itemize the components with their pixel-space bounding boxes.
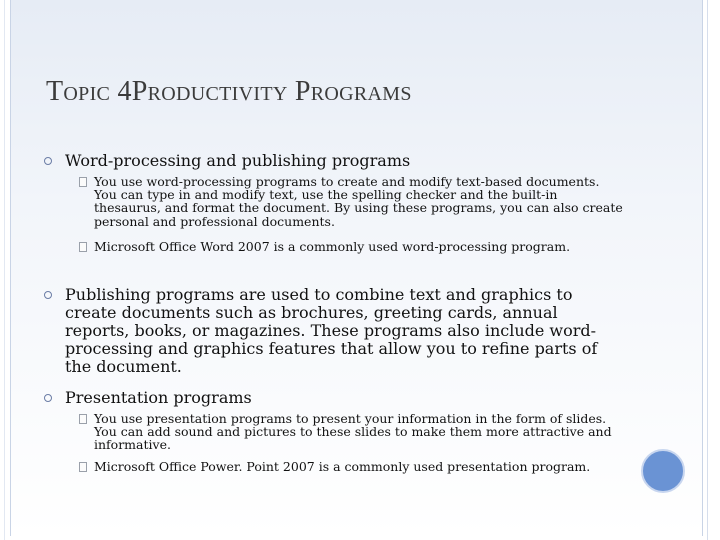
frame-line-right — [707, 0, 708, 540]
bullet-ring-icon — [44, 157, 52, 165]
sub-bullet-box-icon — [79, 462, 87, 472]
bullet-3-text: Presentation programs — [65, 388, 252, 407]
decorative-circle — [641, 449, 685, 493]
sub-bullet-box-icon — [79, 177, 87, 187]
bullet-ring-icon — [44, 394, 52, 402]
slide-title: Topic 4Productivity Programs — [46, 76, 412, 107]
sub-bullet-box-icon — [79, 242, 87, 252]
bullet-3-sub-1-text: You use presentation programs to present your information in the form of slides. You can add sound and pictures to these slides to make them more attractive and informative. — [94, 411, 612, 453]
bullet-1-sub-2-text: Microsoft Office Word 2007 is a commonly used word-processing program. — [94, 239, 571, 254]
bullet-1-text: Word-processing and publishing programs — [65, 151, 411, 170]
bullet-2-text: Publishing programs are used to combine text and graphics to create documents such as brochures, greeting cards, annual reports, books, or magazines. These programs also include word-processing and graphics features that allow you to refine parts of the document. — [65, 285, 598, 376]
frame-line-left — [4, 0, 5, 540]
sub-bullet-box-icon — [79, 414, 87, 424]
bullet-3-sub-2-text: Microsoft Office Power. Point 2007 is a commonly used presentation program. — [94, 459, 591, 474]
bullet-ring-icon — [44, 291, 52, 299]
bullet-1-sub-1-text: You use word-processing programs to create and modify text-based documents. You can type in and modify text, use the spelling checker and the built-in thesaurus, and format the document. By using these programs, you can also create personal and professional documents. — [94, 174, 623, 229]
